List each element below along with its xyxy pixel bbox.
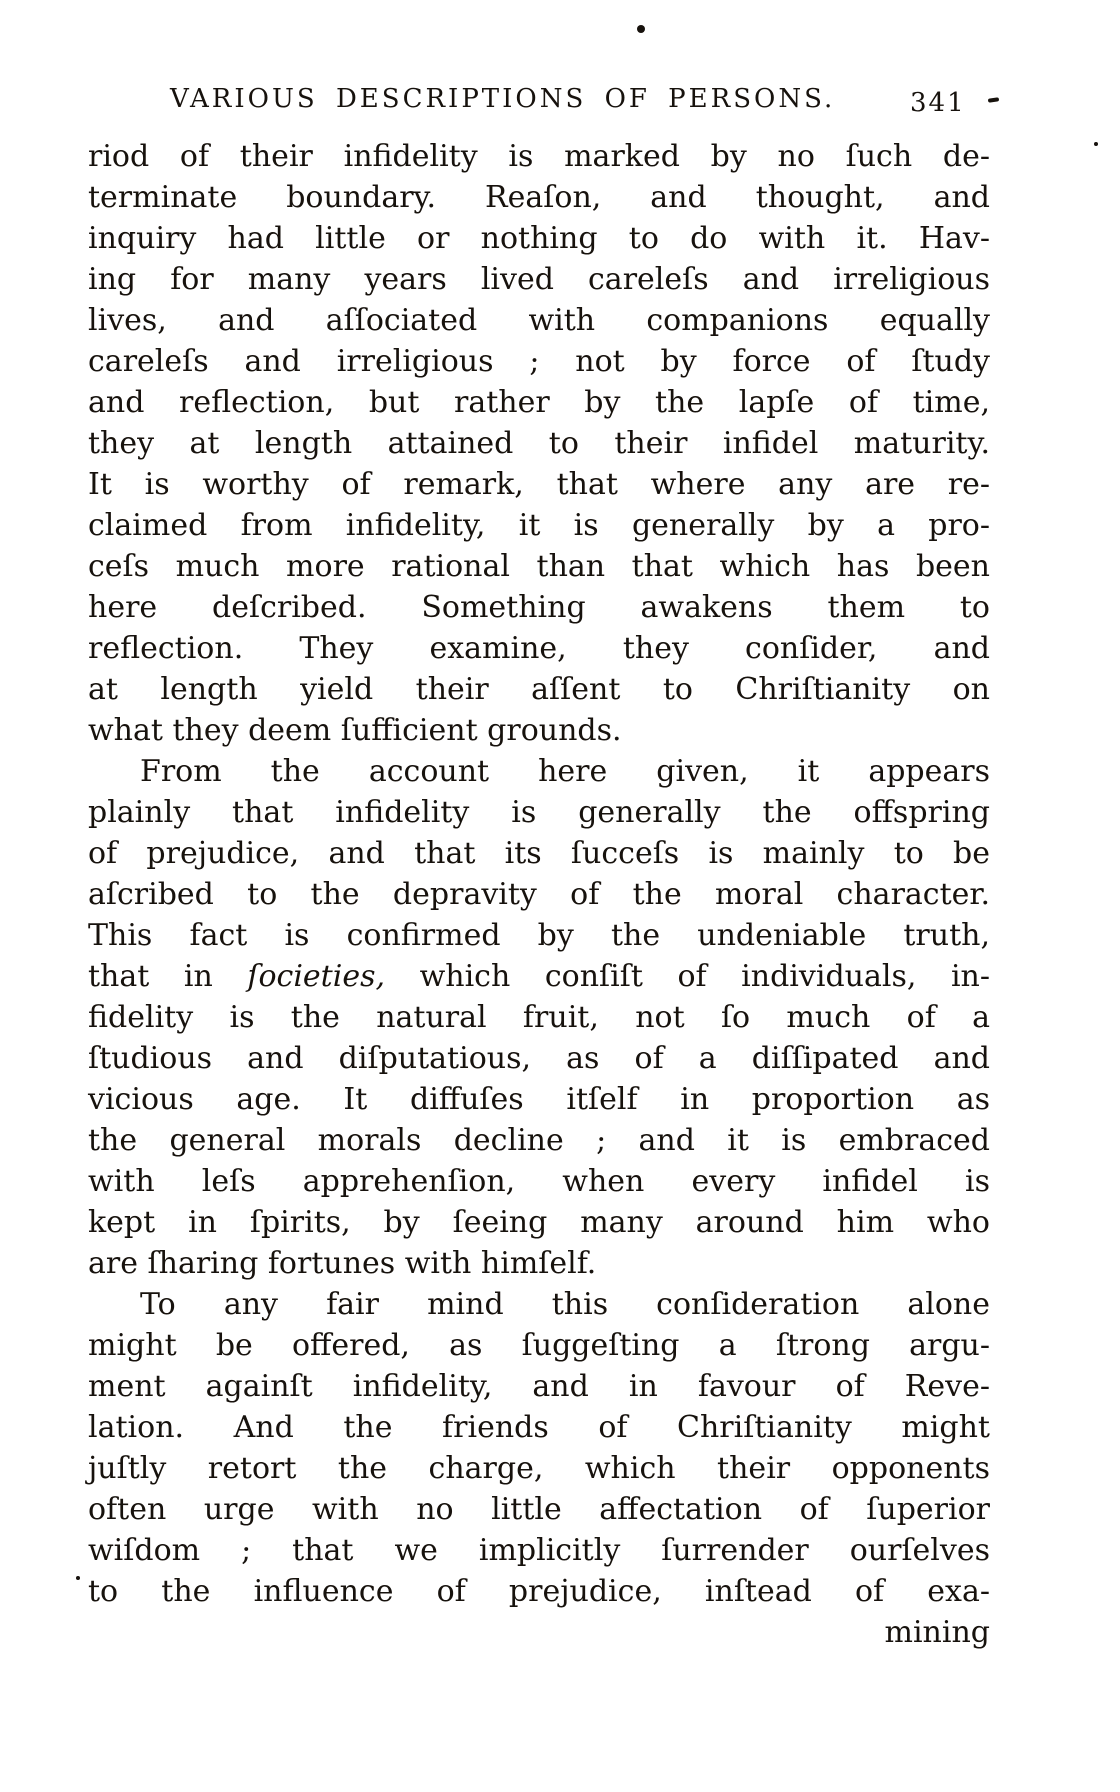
text-line: are ſharing fortunes with himſelf. [88,1246,597,1281]
text-line: wiſdom ; that we implicitly ſurrender ourſelves [88,1533,990,1568]
text-line: To any fair mind this conſideration alone [140,1287,990,1322]
text-line: of prejudice, and that its ſucceſs is mainly to be [88,836,990,871]
text-line: and reflection, but rather by the lapſe of time, [88,385,990,420]
text-line: terminate boundary. Reaſon, and thought, and [88,180,990,215]
text-line: ment againſt infidelity, and in favour of Reve- [88,1369,990,1404]
text-line: From the account here given, it appears [140,754,990,789]
text-line: ceſs much more rational than that which has been [88,549,990,584]
text-line: they at length attained to their infidel maturity. [88,426,990,461]
text-line: at length yield their aſſent to Chriſtianity on [88,672,990,707]
text-line: ing for many years lived careleſs and irreligious [88,262,990,297]
text-line: what they deem ſufficient grounds. [88,713,622,748]
text-line: lives, and aſſociated with companions equally [88,303,990,338]
italic-word: ſocieties, [247,959,386,994]
text-line: reflection. They examine, they conſider, and [88,631,990,666]
ink-speck [1094,142,1098,146]
text-line: inquiry had little or nothing to do with it. Hav- [88,221,990,256]
text-line: juſtly retort the charge, which their opponents [88,1451,990,1486]
text-line: with leſs apprehenſion, when every infidel is [88,1164,990,1199]
text-line: kept in ſpirits, by ſeeing many around him who [88,1205,990,1240]
text-line: It is worthy of remark, that where any are re- [88,467,990,502]
page-number: 341 [910,88,966,118]
text-line: ſtudious and diſputatious, as of a diſſipated and [88,1041,990,1076]
text-line: the general morals decline ; and it is embraced [88,1123,990,1158]
header-title: VARIOUS DESCRIPTIONS OF PERSONS. [170,84,836,114]
running-header [0,84,1120,124]
text-line: fidelity is the natural fruit, not ſo much of a [88,1000,990,1035]
text-line: to the influence of prejudice, inſtead of exa- [88,1574,990,1609]
text-line: here deſcribed. Something awakens them to [88,590,990,625]
text-line: often urge with no little affectation of ſuperior [88,1492,990,1527]
ink-speck [76,1576,80,1580]
text-line: lation. And the friends of Chriſtianity might [88,1410,990,1445]
text-line: that in ſocieties, which conſiſt of individuals, in- [88,959,990,994]
text-line: riod of their infidelity is marked by no ſuch de- [88,139,990,174]
ink-speck [637,25,645,33]
text-line: vicious age. It diffuſes itſelf in proportion as [88,1082,990,1117]
text-line: might be offered, as ſuggeſting a ſtrong argu- [88,1328,990,1363]
text-line: aſcribed to the depravity of the moral character. [88,877,990,912]
catchword-line [88,1612,990,1653]
text-line: claimed from infidelity, it is generally by a pro- [88,508,990,543]
text-line: This fact is confirmed by the undeniable truth, [88,918,990,953]
text-line: careleſs and irreligious ; not by force of ſtudy [88,344,990,379]
catchword: mining [884,1615,990,1650]
body-text [88,136,990,1612]
text-line: plainly that infidelity is generally the offspring [88,795,990,830]
